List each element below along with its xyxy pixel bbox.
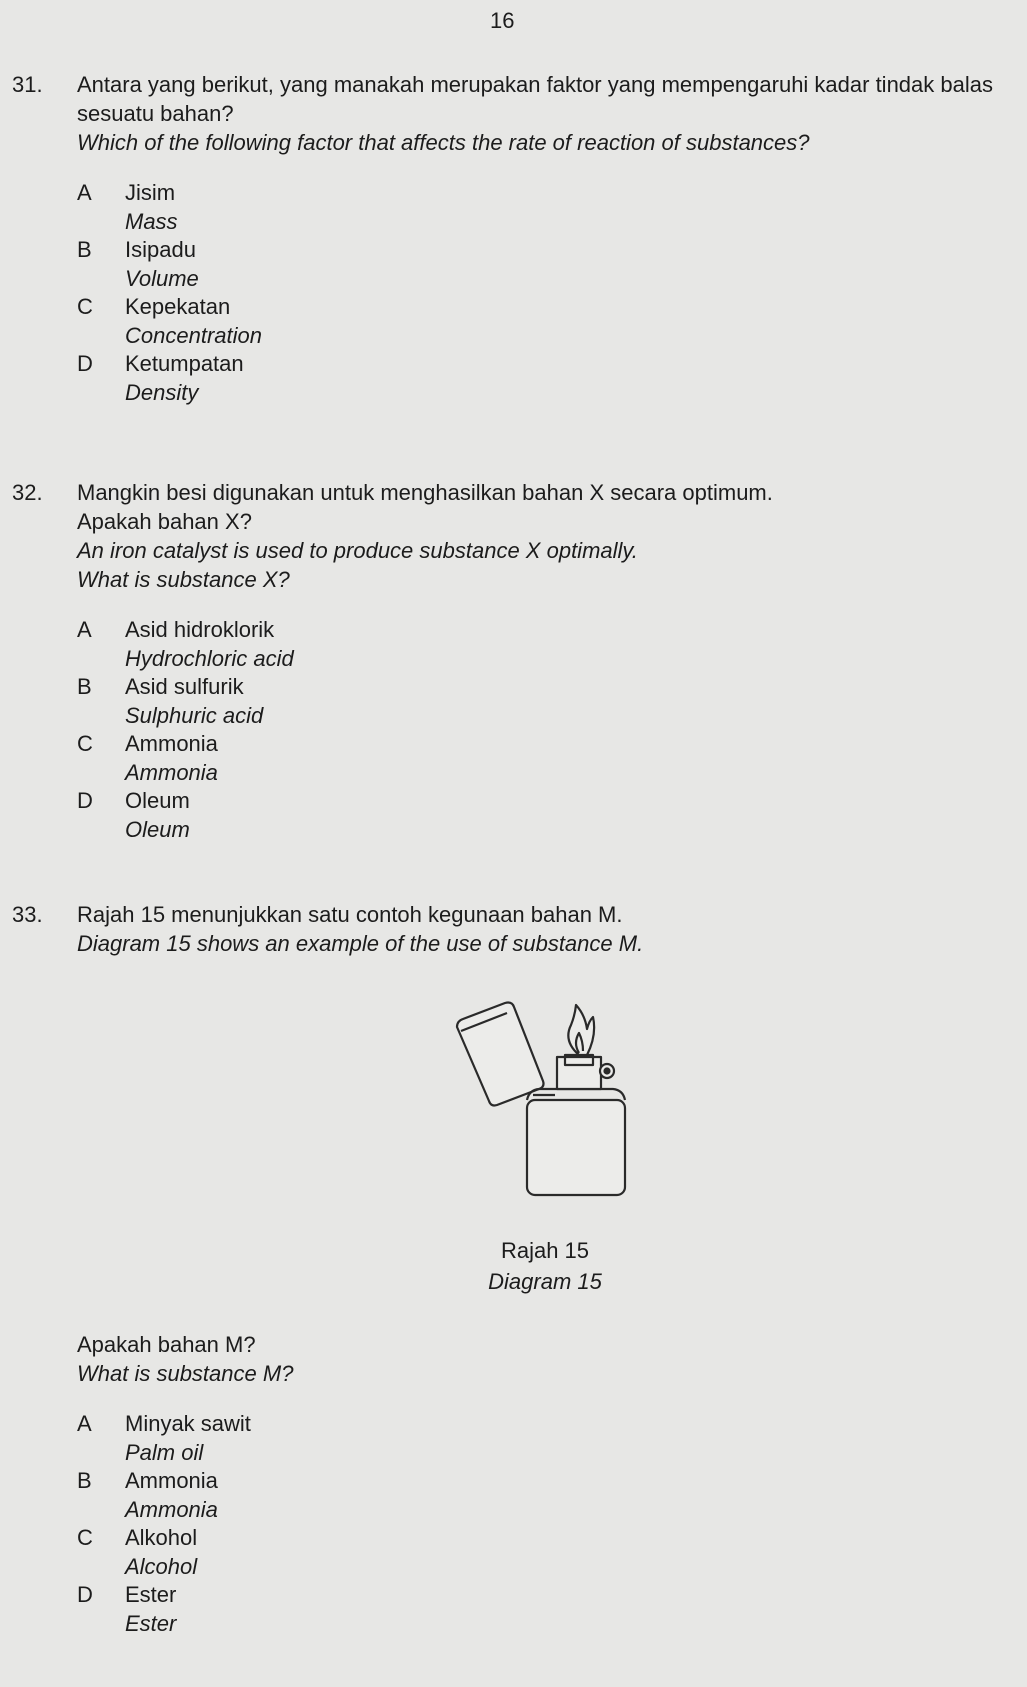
figure-caption-ms: Rajah 15 bbox=[500, 1238, 590, 1263]
option-text-ms: Minyak sawit bbox=[125, 1411, 251, 1436]
option-letter: A bbox=[77, 1411, 92, 1436]
option-text-en: Sulphuric acid bbox=[125, 702, 264, 728]
option-text-en: Mass bbox=[125, 208, 178, 234]
option-text-en: Volume bbox=[125, 265, 199, 291]
option-d[interactable] bbox=[77, 1581, 1002, 1638]
option-text-en: Oleum bbox=[125, 816, 190, 842]
option-letter: D bbox=[77, 351, 93, 376]
question-32 bbox=[12, 478, 1002, 844]
options-list bbox=[77, 1410, 1002, 1638]
figure-caption bbox=[470, 1235, 620, 1297]
option-a[interactable] bbox=[77, 616, 1002, 673]
question-stem-ms: Antara yang berikut, yang manakah merupakan faktor yang mempengaruhi kadar tindak balas sesuatu bahan? bbox=[77, 72, 993, 126]
option-text-en: Palm oil bbox=[125, 1439, 204, 1465]
question-33 bbox=[12, 900, 1002, 958]
question-number: 32. bbox=[12, 480, 43, 505]
question-stem-ms: Mangkin besi digunakan untuk menghasilkan bahan X secara optimum. bbox=[77, 480, 773, 505]
option-c[interactable] bbox=[77, 730, 1002, 787]
option-letter: A bbox=[77, 180, 92, 205]
option-text-en: Ammonia bbox=[125, 759, 218, 785]
option-letter: B bbox=[77, 237, 92, 262]
question-stem-en: An iron catalyst is used to produce substance X optimally. bbox=[77, 538, 638, 563]
question-31 bbox=[12, 70, 1002, 407]
question-stem-en: Which of the following factor that affects the rate of reaction of substances? bbox=[77, 130, 810, 155]
option-letter: D bbox=[77, 788, 93, 813]
option-a[interactable] bbox=[77, 179, 1002, 236]
option-a[interactable] bbox=[77, 1410, 1002, 1467]
option-letter: C bbox=[77, 731, 93, 756]
option-text-en: Ammonia bbox=[125, 1496, 218, 1522]
option-text-en: Hydrochloric acid bbox=[125, 645, 294, 671]
option-b[interactable] bbox=[77, 1467, 1002, 1524]
option-text-en: Alcohol bbox=[125, 1553, 198, 1579]
option-c[interactable] bbox=[77, 293, 1002, 350]
option-text-ms: Asid sulfurik bbox=[125, 674, 244, 699]
question-ask-en: What is substance X? bbox=[77, 567, 290, 592]
lighter-icon bbox=[455, 995, 635, 1200]
option-c[interactable] bbox=[77, 1524, 1002, 1581]
options-list bbox=[77, 616, 1002, 844]
option-text-en: Ester bbox=[125, 1610, 177, 1636]
question-33-ask bbox=[12, 1330, 1002, 1638]
question-number: 31. bbox=[12, 72, 43, 97]
question-stem-ms: Rajah 15 menunjukkan satu contoh kegunaan bahan M. bbox=[77, 902, 623, 927]
option-text-en: Density bbox=[125, 379, 199, 405]
option-text-ms: Ester bbox=[125, 1582, 177, 1607]
option-text-ms: Oleum bbox=[125, 788, 190, 813]
question-number: 33. bbox=[12, 902, 43, 927]
option-b[interactable] bbox=[77, 236, 1002, 293]
option-text-ms: Jisim bbox=[125, 180, 176, 205]
option-letter: C bbox=[77, 294, 93, 319]
figure-caption-en: Diagram 15 bbox=[488, 1269, 602, 1294]
option-text-ms: Isipadu bbox=[125, 237, 196, 262]
option-text-ms: Ketumpatan bbox=[125, 351, 244, 376]
options-list bbox=[77, 179, 1002, 407]
option-text-ms: Ammonia bbox=[125, 731, 218, 756]
option-letter: C bbox=[77, 1525, 93, 1550]
option-text-en: Concentration bbox=[125, 322, 262, 348]
lighter-illustration bbox=[455, 995, 635, 1205]
option-d[interactable] bbox=[77, 350, 1002, 407]
option-b[interactable] bbox=[77, 673, 1002, 730]
question-stem-en: Diagram 15 shows an example of the use of substance M. bbox=[77, 931, 644, 956]
option-d[interactable] bbox=[77, 787, 1002, 844]
option-letter: D bbox=[77, 1582, 93, 1607]
option-text-ms: Kepekatan bbox=[125, 294, 231, 319]
question-ask-ms: Apakah bahan M? bbox=[77, 1332, 256, 1357]
question-ask-en: What is substance M? bbox=[77, 1361, 294, 1386]
option-text-ms: Alkohol bbox=[125, 1525, 198, 1550]
option-letter: B bbox=[77, 1468, 92, 1493]
question-ask-ms: Apakah bahan X? bbox=[77, 509, 252, 534]
page-number: 16 bbox=[490, 8, 515, 33]
option-letter: B bbox=[77, 674, 92, 699]
option-text-ms: Ammonia bbox=[125, 1468, 218, 1493]
option-text-ms: Asid hidroklorik bbox=[125, 617, 275, 642]
option-letter: A bbox=[77, 617, 92, 642]
